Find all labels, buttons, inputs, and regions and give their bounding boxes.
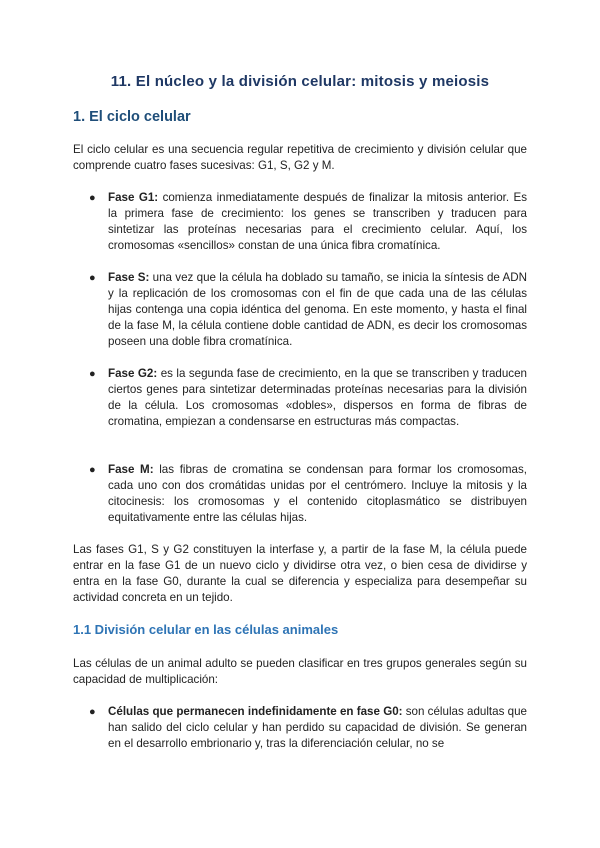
list-item-fase-s bbox=[108, 270, 527, 350]
term-label: Fase S: bbox=[108, 271, 150, 284]
paragraph-summary: Las fases G1, S y G2 constituyen la interfase y, a partir de la fase M, la célula puede entrar en la fase G1 de un nuevo ciclo y dividirse otra vez, o bien cesa de dividirse y entra en la fase G0, durante la cual se diferencia y especializa para desempeñar su actividad concreta en un tejido. bbox=[73, 543, 527, 604]
term-label: Fase G1: bbox=[108, 191, 159, 204]
term-description: una vez que la célula ha doblado su tamaño, se inicia la síntesis de ADN y la replicación de los cromosomas con el fin de que cada una de las células hijas contenga una copia idéntica del genoma. En este momento, y hasta el final de la fase M, la célula contiene doble cantidad de ADN, es decir los cromosomas poseen una doble fibra cromatínica. bbox=[108, 271, 527, 348]
term-label: Fase G2: bbox=[108, 367, 158, 380]
term-label: Fase M: bbox=[108, 463, 154, 476]
bullet-icon: ● bbox=[89, 192, 96, 204]
document-title: 11. El núcleo y la división celular: mitosis y meiosis bbox=[110, 73, 490, 90]
subsection-heading-division-celular: 1.1 División celular en las células animales bbox=[73, 622, 339, 637]
list-item-celulas-g0 bbox=[108, 704, 527, 752]
term-description: son células adultas que han salido del ciclo celular y han perdido su capacidad de división. Se generan en el desarrollo embrionario y, tras la diferenciación celular, no se bbox=[108, 705, 527, 750]
list-item-fase-g2 bbox=[108, 366, 527, 430]
paragraph-intro: El ciclo celular es una secuencia regular repetitiva de crecimiento y división celular que comprende cuatro fases sucesivas: G1, S, G2 y M. bbox=[73, 143, 527, 172]
term-description: las fibras de cromatina se condensan para formar los cromosomas, cada uno con dos cromátidas unidas por el centrómero. Incluye la mitosis y la citocinesis: los cromosomas y el contenido citoplasmático se distribuyen equitativamente entre las células hijas. bbox=[108, 463, 527, 524]
bullet-icon: ● bbox=[89, 368, 96, 380]
bullet-icon: ● bbox=[89, 272, 96, 284]
bullet-icon: ● bbox=[89, 706, 96, 718]
term-description: es la segunda fase de crecimiento, en la que se transcriben y traducen ciertos genes para sintetizar determinadas proteínas necesarias para la división de la célula. Los cromosomas «dobles», dispersos en forma de fibras de cromatina, empiezan a condensarse en estructuras más compactas. bbox=[108, 367, 527, 428]
term-label: Células que permanecen indefinidamente en fase G0: bbox=[108, 705, 403, 718]
paragraph-groups-intro: Las células de un animal adulto se pueden clasificar en tres grupos generales según su capacidad de multiplicación: bbox=[73, 657, 527, 686]
section-heading-ciclo-celular: 1. El ciclo celular bbox=[73, 109, 191, 125]
list-item-fase-g1 bbox=[108, 190, 527, 254]
term-description: comienza inmediatamente después de finalizar la mitosis anterior. Es la primera fase de crecimiento: los genes se transcriben y traducen para sintetizar las proteínas necesarias para el crecimiento celular. Aquí, los cromosomas «sencillos» constan de una única fibra cromatínica. bbox=[108, 191, 528, 252]
list-item-fase-m bbox=[108, 462, 527, 526]
bullet-icon: ● bbox=[89, 464, 96, 476]
